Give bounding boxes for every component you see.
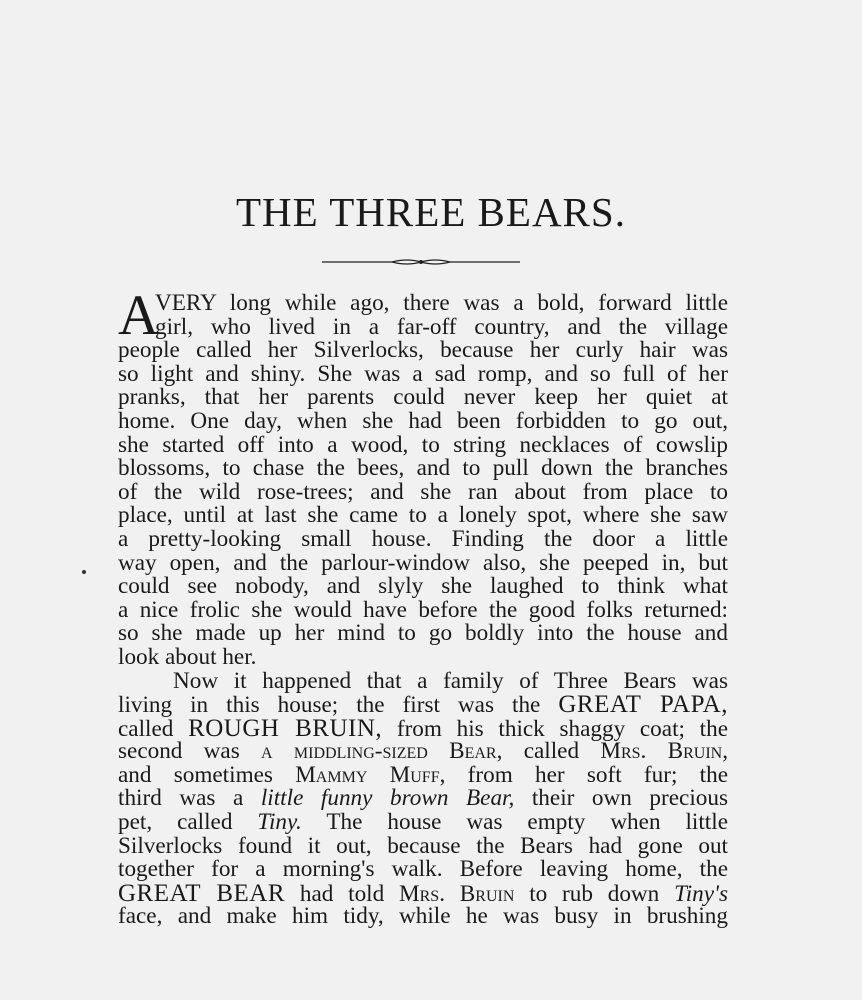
text-line: VERY long while ago, there was a bold, forward little — [155, 290, 728, 316]
text-line: place, until at last she came to a lonely spot, where she saw — [118, 502, 728, 529]
text-line: home. One day, when she had been forbidden to go out, — [118, 407, 728, 434]
text-line: a nice frolic she would have before the good folks returned: — [118, 596, 728, 623]
text-line — [118, 787, 728, 811]
styled-run: Tiny. — [257, 809, 302, 836]
styled-run: Mammy Muff, — [295, 761, 446, 788]
styled-run: a middling-sized Bear, — [261, 738, 503, 765]
text-run: face, and make him tidy, while he was busy in brushing — [118, 903, 728, 930]
text-run: Silverlocks found it out, because the Bears had gone out — [118, 832, 728, 859]
text-line: look about her. — [118, 643, 257, 670]
styled-run: Mrs. Bruin, — [600, 738, 728, 765]
drop-cap: A — [118, 284, 160, 347]
text-line — [118, 714, 728, 742]
paragraph-1 — [118, 284, 728, 670]
text-line — [118, 905, 728, 929]
styled-run: GREAT PAPA, — [558, 691, 728, 719]
page-title: THE THREE BEARS. — [236, 189, 626, 235]
text-run: third was a — [118, 785, 261, 812]
text-run: together for a morning's walk. Before leaving home, the — [118, 856, 728, 883]
text-run: and sometimes — [118, 761, 296, 788]
styled-run: Tiny's — [674, 880, 729, 907]
text-run: their own precious — [514, 785, 728, 812]
styled-run: Mrs. Bruin — [399, 880, 515, 907]
ornament-divider — [322, 252, 520, 272]
text-run: Now it happened that a family of Three Bears was — [173, 667, 728, 694]
styled-run: ROUGH BRUIN, — [188, 714, 383, 742]
text-run: The house was empty when little — [301, 809, 728, 836]
text-line — [118, 693, 728, 717]
text-run: from her soft fur; the — [445, 761, 728, 788]
text-line: people called her Silverlocks, because her curly hair was — [118, 337, 728, 364]
text-line — [118, 667, 728, 694]
styled-run: GREAT BEAR — [118, 879, 286, 907]
text-run: living in this house; the first was the — [118, 692, 559, 719]
text-line — [118, 811, 728, 835]
text-run: pet, called — [118, 809, 258, 836]
text-run: second was — [118, 738, 262, 765]
text-line: she started off into a wood, to string necklaces of cowslip — [118, 431, 728, 458]
text-line: pranks, that her parents could never keep her quiet at — [118, 384, 728, 411]
text-line — [118, 858, 728, 882]
text-line: blossoms, to chase the bees, and to pull down the branches — [118, 455, 728, 482]
paragraph-2 — [118, 667, 729, 930]
text-run: had told — [285, 880, 400, 907]
text-line: a pretty-looking small house. Finding the door a little — [118, 525, 728, 552]
text-line — [118, 832, 728, 859]
text-line — [118, 740, 728, 764]
text-run: called — [118, 715, 189, 742]
styled-run: little funny brown Bear, — [260, 785, 515, 812]
text-line: way open, and the parlour-window also, she peeped in, but — [118, 549, 728, 576]
text-line: so she made up her mind to go boldly into the house and — [118, 620, 728, 647]
text-run: from his thick shaggy coat; the — [382, 715, 728, 742]
text-line — [118, 761, 728, 788]
text-line: of the wild rose-trees; and she ran about from place to — [118, 478, 728, 505]
text-line: could see nobody, and slyly she laughed to think what — [118, 573, 728, 600]
text-run: called — [502, 738, 601, 765]
text-run: to rub down — [514, 880, 675, 907]
print-speck — [82, 570, 86, 574]
text-line: girl, who lived in a far-off country, and the village — [155, 313, 728, 340]
story-text — [118, 284, 729, 930]
text-line: so light and shiny. She was a sad romp, and so full of her — [118, 360, 728, 387]
text-line — [118, 879, 729, 907]
